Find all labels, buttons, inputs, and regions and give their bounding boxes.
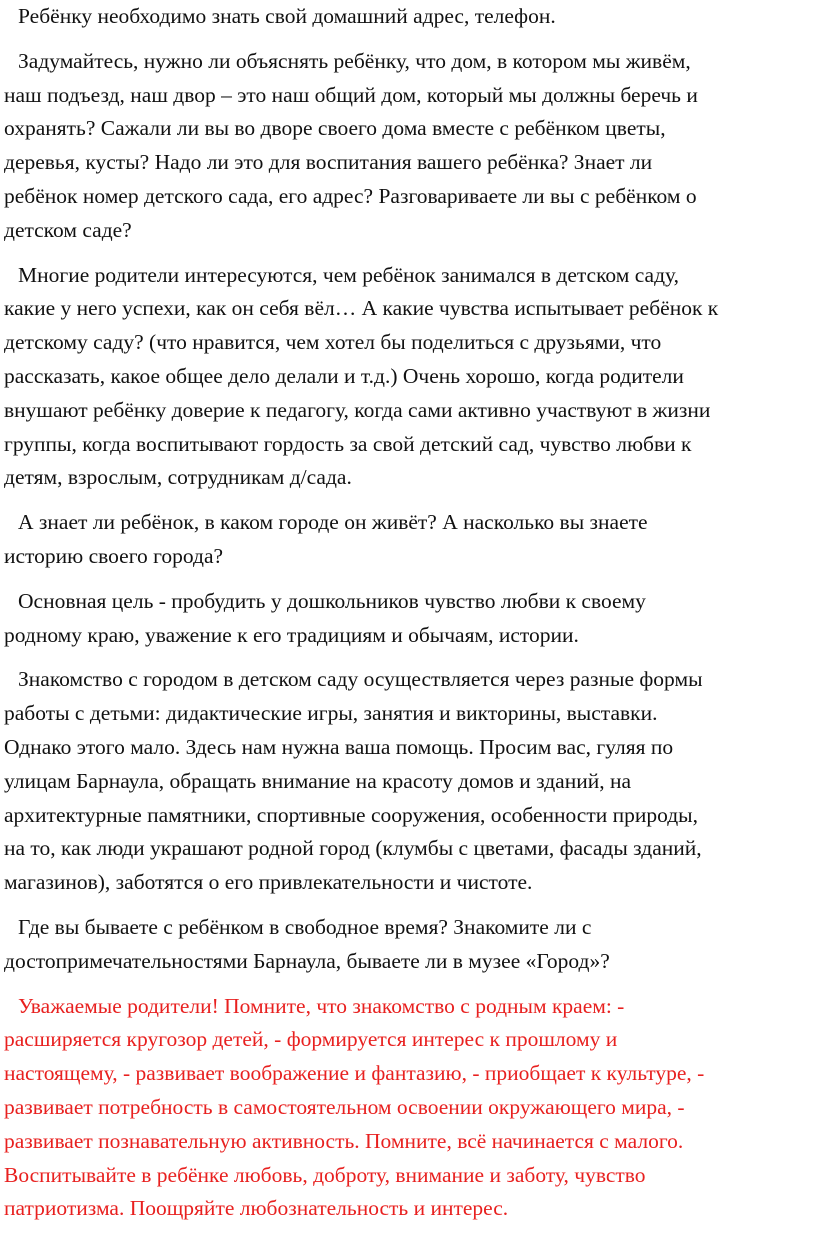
paragraph-main-goal: Основная цель - пробудить у дошкольников чувство любви к своему родному краю, уважение к его традициям и обычаям, истории. (4, 588, 646, 647)
paragraph-parents-appeal: Уважаемые родители! Помните, что знакомство с родным краем: - расширяется кругозор детей, - формируется интерес к прошлому и настоящему, - развивает воображение и фантазию, - приобщает к культуре, - развивает потребность в самостоятельном освоении окружающего мира, - развивает познавательную активность. Помните, всё начинается с малого. Воспитывайте в ребёнке любовь, доброту, внимание и заботу, чувство патриотизма. Поощряйте любознательность и интерес. (4, 993, 705, 1221)
paragraph-home-address: Ребёнку необходимо знать свой домашний адрес, телефон. (18, 4, 556, 28)
paragraph-city-acquaintance: Знакомство с городом в детском саду осуществляется через разные формы работы с детьми: дидактические игры, занятия и викторины, выставки. Однако этого мало. Здесь нам нужна ваша помощь. Просим вас, гуляя по улицам Барнаула, обращать внимание на красоту домов и зданий, на архитектурные памятники, спортивные сооружения, особенности природы, на то, как люди украшают родной город (клумбы с цветами, фасады зданий, магазинов), заботятся о его привлекательности и чистоте. (4, 667, 703, 895)
paragraph-common-home: Задумайтесь, нужно ли объяснять ребёнку, что дом, в котором мы живём, наш подъезд, наш двор – это наш общий дом, который мы должны беречь и охранять? Сажали ли вы во дворе своего дома вместе с ребёнком цветы, деревья, кусты? Надо ли это для воспитания вашего ребёнка? Знает ли ребёнок номер детского сада, его адрес? Разговариваете ли вы с ребёнком о детском саде? (4, 48, 698, 242)
paragraph-free-time: Где вы бываете с ребёнком в свободное время? Знакомите ли с достопримечательностями Барнаула, бываете ли в музее «Город»? (4, 914, 610, 973)
paragraph-city-knowledge: А знает ли ребёнок, в каком городе он живёт? А насколько вы знаете историю своего города? (4, 510, 648, 568)
paragraph-kindergarten-feelings: Многие родители интересуются, чем ребёнок занимался в детском саду, какие у него успехи, как он себя вёл… А какие чувства испытывает ребёнок к детскому саду? (что нравится, чем хотел бы поделиться с друзьями, что рассказать, какое общее дело делали и т.д.) Очень хорошо, когда родители внушают ребёнку доверие к педагогу, когда сами активно участвуют в жизни группы, когда воспитывают гордость за свой детский сад, чувство любви к детям, взрослым, сотрудникам д/сада. (4, 262, 719, 490)
